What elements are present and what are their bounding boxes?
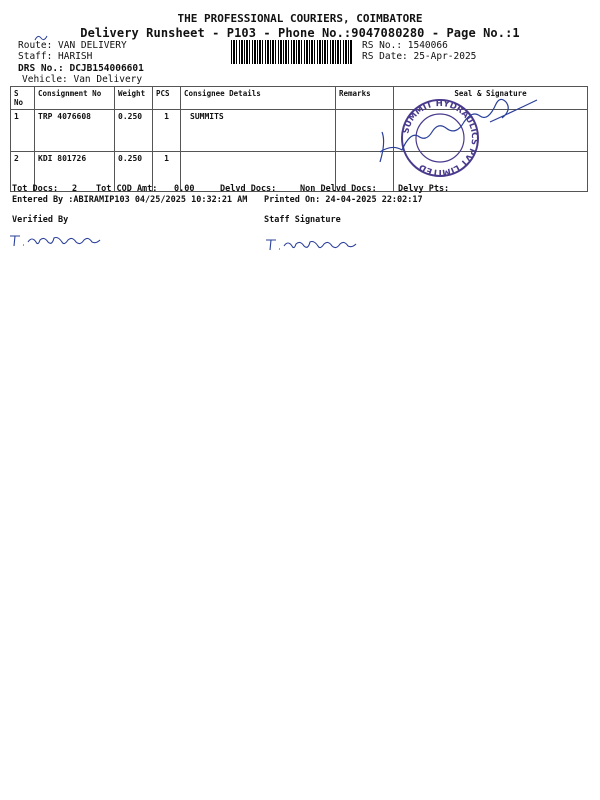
vehicle-label: Vehicle: Van Delivery <box>22 74 143 85</box>
cell-pcs: 1 <box>153 152 181 192</box>
delvy-pts-label: Delvy Pts: <box>398 184 450 194</box>
handwritten-tick-icon <box>33 33 49 43</box>
cell-weight: 0.250 <box>115 152 153 192</box>
header-seal-signature: Seal & Signature <box>394 87 588 110</box>
tot-docs-label: Tot Docs: <box>12 184 59 194</box>
header-pcs: PCS <box>153 87 181 110</box>
tot-cod-label: Tot COD Amt: <box>96 184 158 194</box>
entered-by: Entered By :ABIRAMIP103 04/25/2025 10:32:21 AM <box>12 195 248 205</box>
route-label: Route: VAN DELIVERY <box>18 40 127 51</box>
rs-number: RS No.: 1540066 <box>362 40 448 51</box>
cell-sno: 1 <box>11 110 35 152</box>
verified-by-label: Verified By <box>12 215 69 225</box>
cell-pcs: 1 <box>153 110 181 152</box>
barcode-image <box>231 40 353 64</box>
drs-number: DRS No.: DCJB154006601 <box>18 63 144 74</box>
tot-docs-value: 2 <box>72 184 78 194</box>
printed-on: Printed On: 24-04-2025 22:02:17 <box>264 195 423 205</box>
cell-sno: 2 <box>11 152 35 192</box>
cell-weight: 0.250 <box>115 110 153 152</box>
stamp-text: SUMMIT HYDRAULICS PVT LIMITED <box>401 98 480 178</box>
header-consignee-details: Consignee Details <box>181 87 336 110</box>
staff-signature-icon <box>264 236 364 254</box>
receiver-signature-icon <box>372 92 542 170</box>
rs-date: RS Date: 25-Apr-2025 <box>362 51 477 62</box>
tot-cod-value: 0.00 <box>174 184 195 194</box>
runsheet-subtitle: Delivery Runsheet - P103 - Phone No.:9047080280 - Page No.:1 <box>80 26 520 40</box>
cell-consignee <box>181 110 336 152</box>
non-delvd-docs-label: Non Delvd Docs: <box>300 184 377 194</box>
header-weight: Weight <box>115 87 153 110</box>
header-consignment-no: Consignment No <box>35 87 115 110</box>
header-sno: S No <box>11 87 35 110</box>
company-title: THE PROFESSIONAL COURIERS, COIMBATORE <box>177 12 423 25</box>
staff-label: Staff: HARISH <box>18 51 93 62</box>
verifier-signature-icon <box>8 232 108 250</box>
staff-signature-label: Staff Signature <box>264 215 341 225</box>
header-remarks: Remarks <box>336 87 394 110</box>
consignee-text: SUMMITS <box>190 112 224 121</box>
cell-consignment: TRP 4076608 <box>35 110 115 152</box>
delvd-docs-label: Delvd Docs: <box>220 184 277 194</box>
cell-consignment: KDI 801726 <box>35 152 115 192</box>
